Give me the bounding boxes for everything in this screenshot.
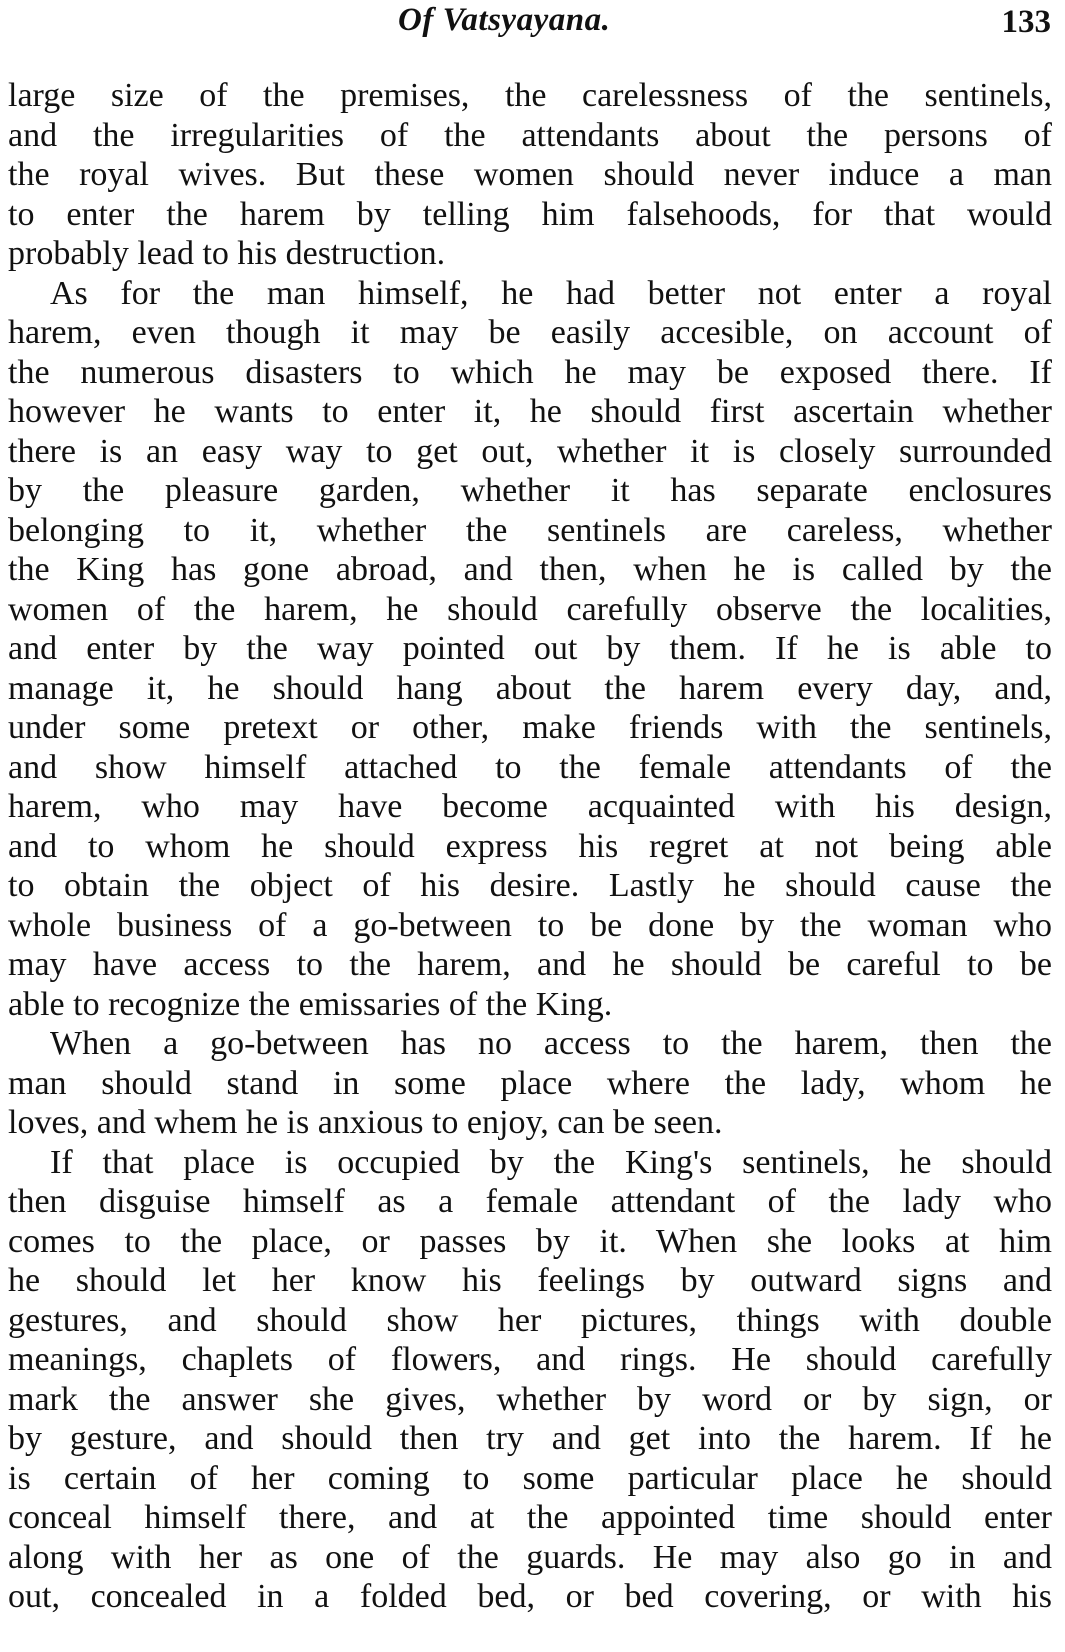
text-line: mark the answer she gives, whether by word or by sign, or — [8, 1380, 1052, 1418]
text-line: gestures, and should show her pictures, things with double — [8, 1301, 1052, 1339]
text-line: along with her as one of the guards. He may also go in and — [8, 1538, 1052, 1576]
text-line: the royal wives. But these women should never induce a man — [8, 156, 1052, 193]
text-line: whole business of a go-between to be done by the woman who — [8, 906, 1052, 944]
text-line: then disguise himself as a female attendant of the lady who — [8, 1183, 1052, 1220]
text-line: may have access to the harem, and he should be careful to be — [8, 946, 1052, 983]
text-line: and show himself attached to the female attendants of the — [8, 748, 1052, 786]
text-line: however he wants to enter it, he should first ascertain whether — [8, 393, 1052, 430]
text-line: to obtain the object of his desire. Lastly he should cause the — [8, 867, 1052, 904]
text-line: he should let her know his feelings by outward signs and — [8, 1262, 1052, 1299]
text-line: and the irregularities of the attendants about the persons of — [8, 116, 1052, 154]
text-line: by gesture, and should then try and get into the harem. If he — [8, 1420, 1052, 1457]
text-line: to enter the harem by telling him falsehoods, for that would — [8, 195, 1052, 233]
text-line: belonging to it, whether the sentinels are careless, whether — [8, 511, 1052, 549]
body-text — [8, 76, 1052, 1617]
text-line: probably lead to his destruction. — [8, 235, 446, 272]
text-line: When a go-between has no access to the harem, then the — [50, 1025, 1052, 1062]
text-line: loves, and whem he is anxious to enjoy, can be seen. — [8, 1104, 723, 1141]
text-line: man should stand in some place where the lady, whom he — [8, 1064, 1052, 1102]
text-line: manage it, he should hang about the harem every day, and, — [8, 669, 1052, 707]
text-line: and enter by the way pointed out by them. If he is able to — [8, 630, 1052, 667]
text-line: able to recognize the emissaries of the King. — [8, 985, 613, 1023]
running-head — [0, 2, 1065, 44]
running-title: Of Vatsyayana. — [398, 2, 611, 38]
text-line: by the pleasure garden, whether it has separate enclosures — [8, 472, 1052, 509]
text-line: out, concealed in a folded bed, or bed covering, or with his — [8, 1578, 1052, 1615]
text-line: meanings, chaplets of flowers, and rings. He should carefully — [8, 1341, 1052, 1378]
text-line: under some pretext or other, make friends with the sentinels, — [8, 709, 1052, 746]
text-line: large size of the premises, the carelessness of the sentinels, — [8, 77, 1052, 114]
text-line: harem, even though it may be easily accesible, on account of — [8, 314, 1052, 351]
text-line: As for the man himself, he had better not enter a royal — [50, 274, 1052, 312]
text-line: comes to the place, or passes by it. When she looks at him — [8, 1222, 1052, 1260]
page-number: 133 — [1001, 4, 1051, 40]
text-line: there is an easy way to get out, whether it is closely surrounded — [8, 432, 1052, 470]
text-line: women of the harem, he should carefully observe the localities, — [8, 590, 1052, 628]
text-line: the King has gone abroad, and then, when he is called by the — [8, 551, 1052, 588]
text-line: harem, who may have become acquainted with his design, — [8, 788, 1052, 825]
text-line: If that place is occupied by the King's sentinels, he should — [50, 1143, 1052, 1181]
text-line: the numerous disasters to which he may be exposed there. If — [8, 353, 1052, 391]
text-line: is certain of her coming to some particular place he should — [8, 1459, 1052, 1497]
text-line: conceal himself there, and at the appointed time should enter — [8, 1499, 1052, 1536]
text-line: and to whom he should express his regret at not being able — [8, 827, 1052, 865]
